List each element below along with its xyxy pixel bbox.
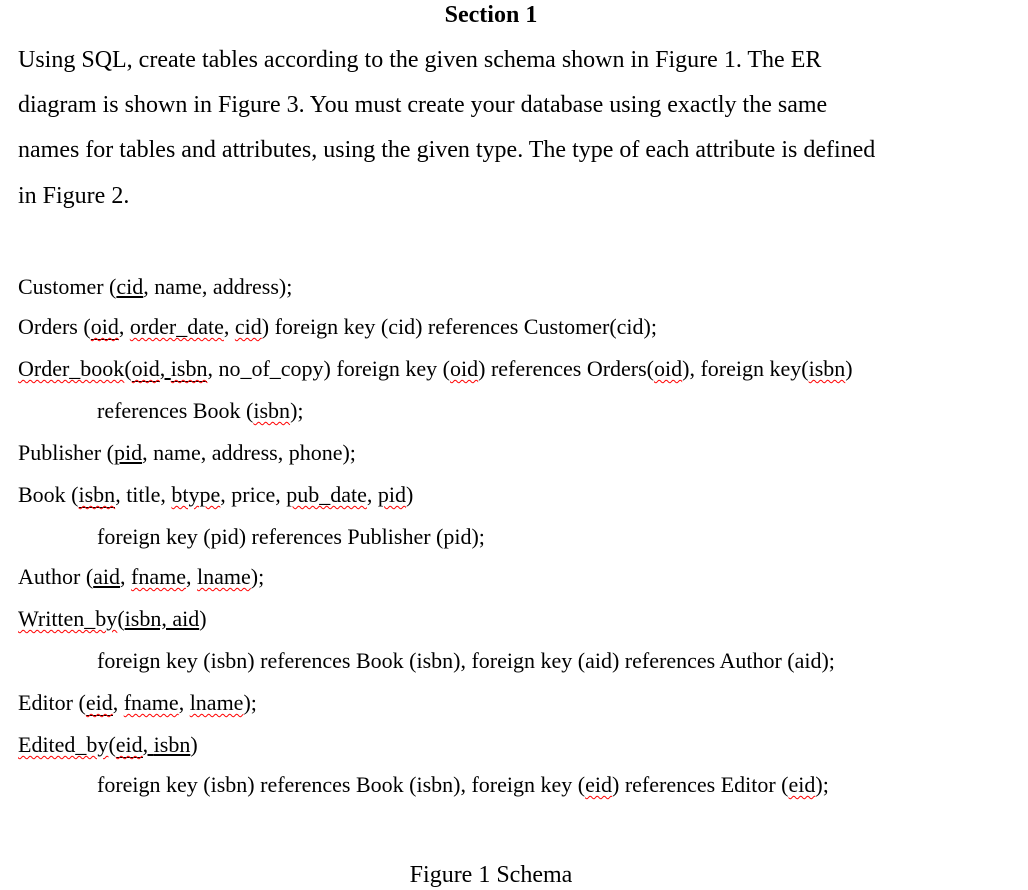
- attribute: isbn: [253, 398, 291, 423]
- primary-key: eid: [115, 732, 143, 757]
- section-heading: Section 1: [444, 2, 538, 28]
- primary-key: isbn: [78, 482, 116, 507]
- primary-key: oid: [90, 314, 119, 339]
- table-name: Written_by: [18, 606, 118, 631]
- intro-line-2: diagram is shown in Figure 3. You must create your database using exactly the same: [18, 92, 828, 118]
- schema-order-book: Order_book(oid, isbn, no_of_copy) foreign key (oid) references Orders(oid), foreign key(isbn): [18, 356, 853, 381]
- primary-key: oid: [131, 356, 160, 381]
- figure-caption: Figure 1 Schema: [409, 862, 573, 888]
- schema-order-book-continued: references Book (isbn);: [97, 398, 304, 423]
- attribute: eid: [585, 772, 612, 797]
- attribute: fname: [131, 564, 187, 589]
- attribute: lname: [197, 564, 251, 589]
- attribute: pub_date: [286, 482, 367, 507]
- primary-key: aid: [93, 564, 121, 589]
- attribute: eid: [788, 772, 816, 797]
- schema-editor: Editor (eid, fname, lname);: [18, 690, 257, 715]
- primary-key: isbn: [170, 356, 208, 381]
- schema-written-by: Written_by(isbn, aid): [18, 606, 207, 631]
- primary-key: isbn, aid: [124, 606, 200, 631]
- attribute: cid: [234, 314, 262, 339]
- attribute: order_date: [129, 314, 224, 339]
- attribute: oid: [450, 356, 479, 381]
- schema-edited-by: Edited_by(eid, isbn): [18, 732, 198, 757]
- intro-line-4: in Figure 2.: [18, 183, 130, 209]
- schema-book: Book (isbn, title, btype, price, pub_date, pid): [18, 482, 414, 507]
- primary-key: eid: [85, 690, 113, 715]
- schema-customer: Customer (cid, name, address);: [18, 274, 293, 299]
- table-name: Edited_by: [18, 732, 109, 757]
- table-name: Order_book: [18, 356, 125, 381]
- schema-written-by-continued: foreign key (isbn) references Book (isbn), foreign key (aid) references Author (aid);: [97, 648, 835, 673]
- attribute: fname: [123, 690, 179, 715]
- primary-key: pid: [113, 440, 143, 465]
- schema-book-continued: foreign key (pid) references Publisher (pid);: [97, 524, 485, 549]
- schema-author: Author (aid, fname, lname);: [18, 564, 265, 589]
- attribute: isbn: [808, 356, 846, 381]
- primary-key: isbn: [153, 732, 191, 757]
- attribute: pid: [377, 482, 407, 507]
- intro-line-3: names for tables and attributes, using the given type. The type of each attribute is defined: [18, 137, 876, 163]
- intro-line-1: Using SQL, create tables according to the given schema shown in Figure 1. The ER: [18, 47, 822, 73]
- schema-publisher: Publisher (pid, name, address, phone);: [18, 440, 356, 465]
- attribute: oid: [654, 356, 683, 381]
- primary-key: cid: [116, 274, 144, 299]
- attribute: btype: [171, 482, 221, 507]
- schema-orders: Orders (oid, order_date, cid) foreign key (cid) references Customer(cid);: [18, 314, 657, 339]
- attribute: lname: [189, 690, 244, 715]
- schema-edited-by-continued: foreign key (isbn) references Book (isbn), foreign key (eid) references Editor (eid);: [97, 772, 829, 797]
